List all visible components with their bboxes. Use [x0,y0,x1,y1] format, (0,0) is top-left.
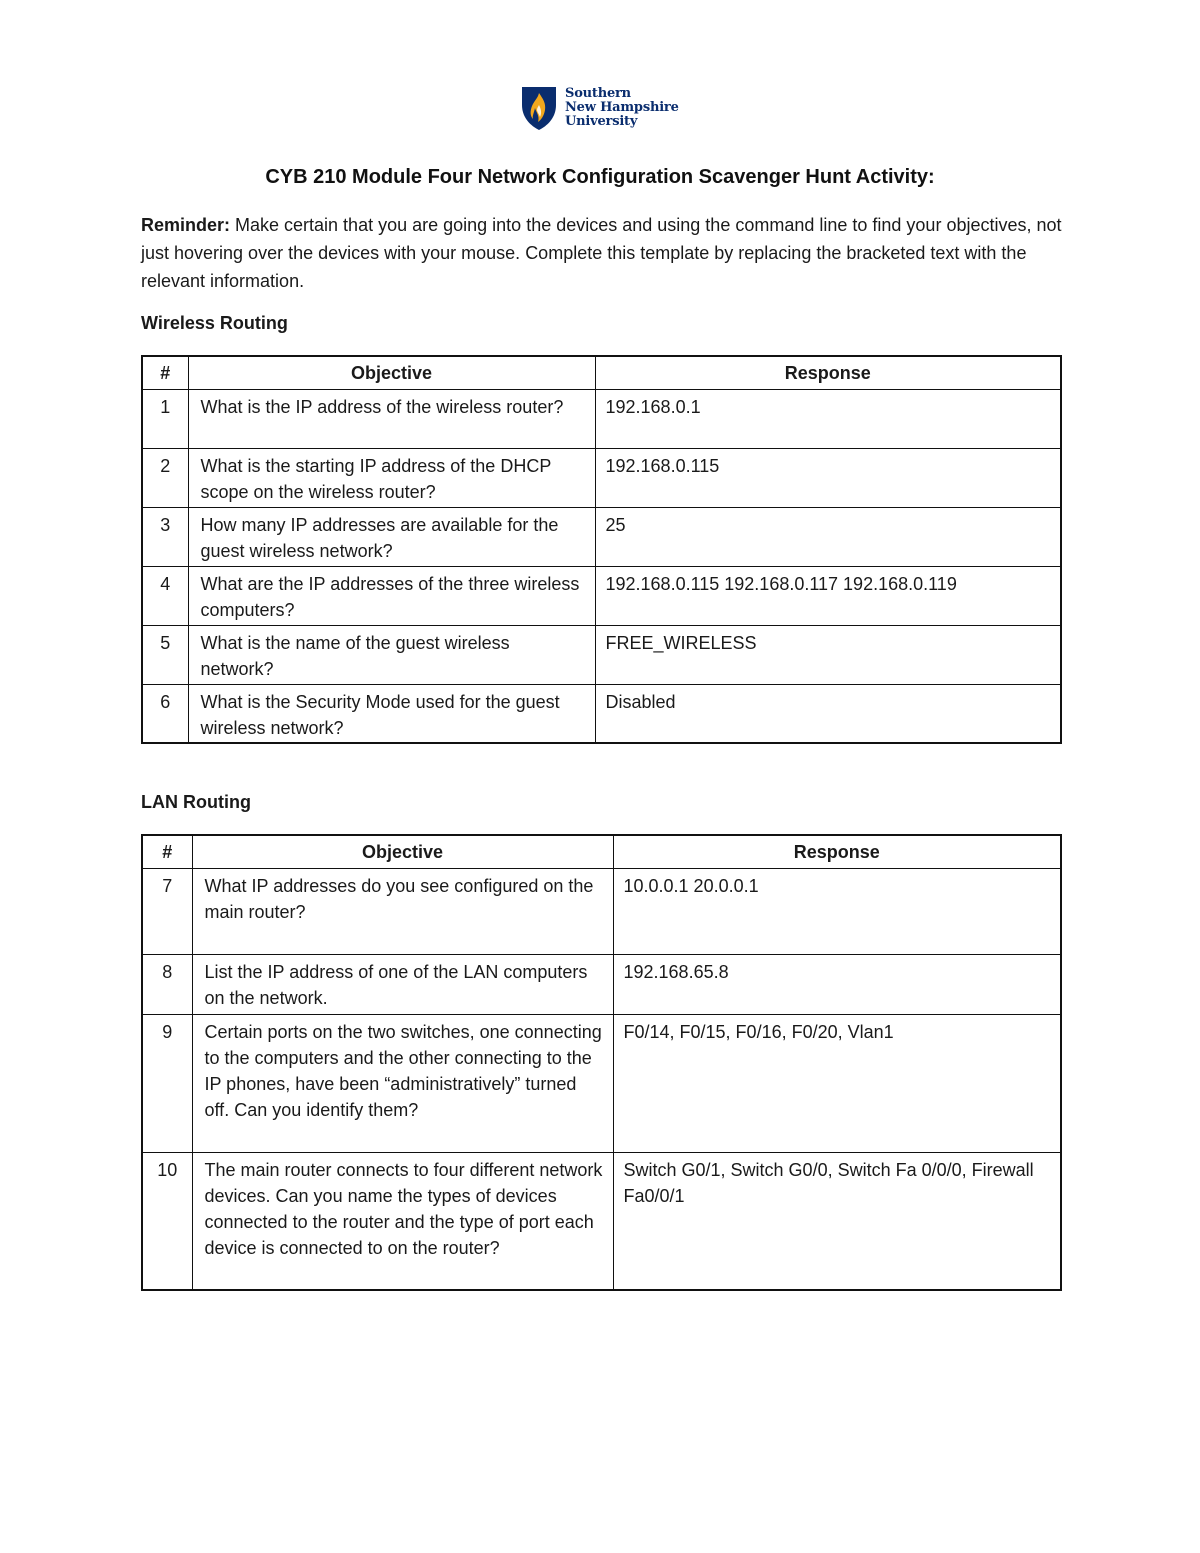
row-objective: What is the starting IP address of the DHCP scope on the wireless router? [188,448,595,507]
table-row [142,507,1061,566]
row-response: 192.168.0.115 [595,448,1061,507]
header-objective: Objective [188,356,595,389]
university-wordmark [565,87,679,129]
row-number: 2 [142,448,188,507]
table-row [142,389,1061,448]
row-objective: What are the IP addresses of the three wireless computers? [188,566,595,625]
row-response: 192.168.65.8 [613,954,1061,1014]
table-row [142,448,1061,507]
row-response: 192.168.0.1 [595,389,1061,448]
row-response: Disabled [595,684,1061,743]
shield-flame-icon [520,85,558,131]
wordmark-line-1: Southern [565,86,631,101]
lan-routing-table [141,834,1062,1291]
row-response: FREE_WIRELESS [595,625,1061,684]
wireless-routing-table [141,355,1062,744]
reminder-label: Reminder: [141,215,231,235]
header-response: Response [595,356,1061,389]
table-row [142,868,1061,954]
wordmark-line-2: New Hampshire [565,100,679,115]
reminder-text: Make certain that you are going into the devices and using the command line to find your objectives, not just hovering over the devices with your mouse. Complete this template by replacing the bracketed text with the relevant information. [141,215,1062,291]
row-number: 10 [142,1152,192,1290]
row-objective: What IP addresses do you see configured on the main router? [192,868,613,954]
row-response: Switch G0/1, Switch G0/0, Switch Fa 0/0/0, Firewall Fa0/0/1 [613,1152,1061,1290]
table-header-row [142,835,1061,868]
table-row [142,625,1061,684]
row-objective: What is the name of the guest wireless network? [188,625,595,684]
row-number: 5 [142,625,188,684]
row-number: 3 [142,507,188,566]
row-objective: What is the Security Mode used for the guest wireless network? [188,684,595,743]
row-response: F0/14, F0/15, F0/16, F0/20, Vlan1 [613,1014,1061,1152]
table-row [142,1152,1061,1290]
wordmark-line-3: University [565,114,638,129]
reminder-paragraph [141,211,1071,295]
row-number: 6 [142,684,188,743]
table-row [142,1014,1061,1152]
row-number: 1 [142,389,188,448]
header-response: Response [613,835,1061,868]
header-number: # [142,835,192,868]
row-response: 10.0.0.1 20.0.0.1 [613,868,1061,954]
row-number: 8 [142,954,192,1014]
row-response: 192.168.0.115 192.168.0.117 192.168.0.119 [595,566,1061,625]
row-number: 7 [142,868,192,954]
university-logo [520,84,679,132]
row-objective: Certain ports on the two switches, one connecting to the computers and the other connecting to the IP phones, have been “administratively” turned off. Can you identify them? [192,1014,613,1152]
row-objective: List the IP address of one of the LAN computers on the network. [192,954,613,1014]
table-row [142,566,1061,625]
row-number: 9 [142,1014,192,1152]
wireless-routing-heading: Wireless Routing [141,313,288,333]
document-title: CYB 210 Module Four Network Configuration Scavenger Hunt Activity: [265,166,935,188]
table-row [142,684,1061,743]
lan-routing-heading: LAN Routing [141,792,251,812]
row-objective: How many IP addresses are available for the guest wireless network? [188,507,595,566]
header-objective: Objective [192,835,613,868]
table-row [142,954,1061,1014]
row-objective: What is the IP address of the wireless router? [188,389,595,448]
row-response: 25 [595,507,1061,566]
row-objective: The main router connects to four different network devices. Can you name the types of devices connected to the router and the type of port each device is connected to on the router? [192,1152,613,1290]
table-header-row [142,356,1061,389]
row-number: 4 [142,566,188,625]
header-number: # [142,356,188,389]
